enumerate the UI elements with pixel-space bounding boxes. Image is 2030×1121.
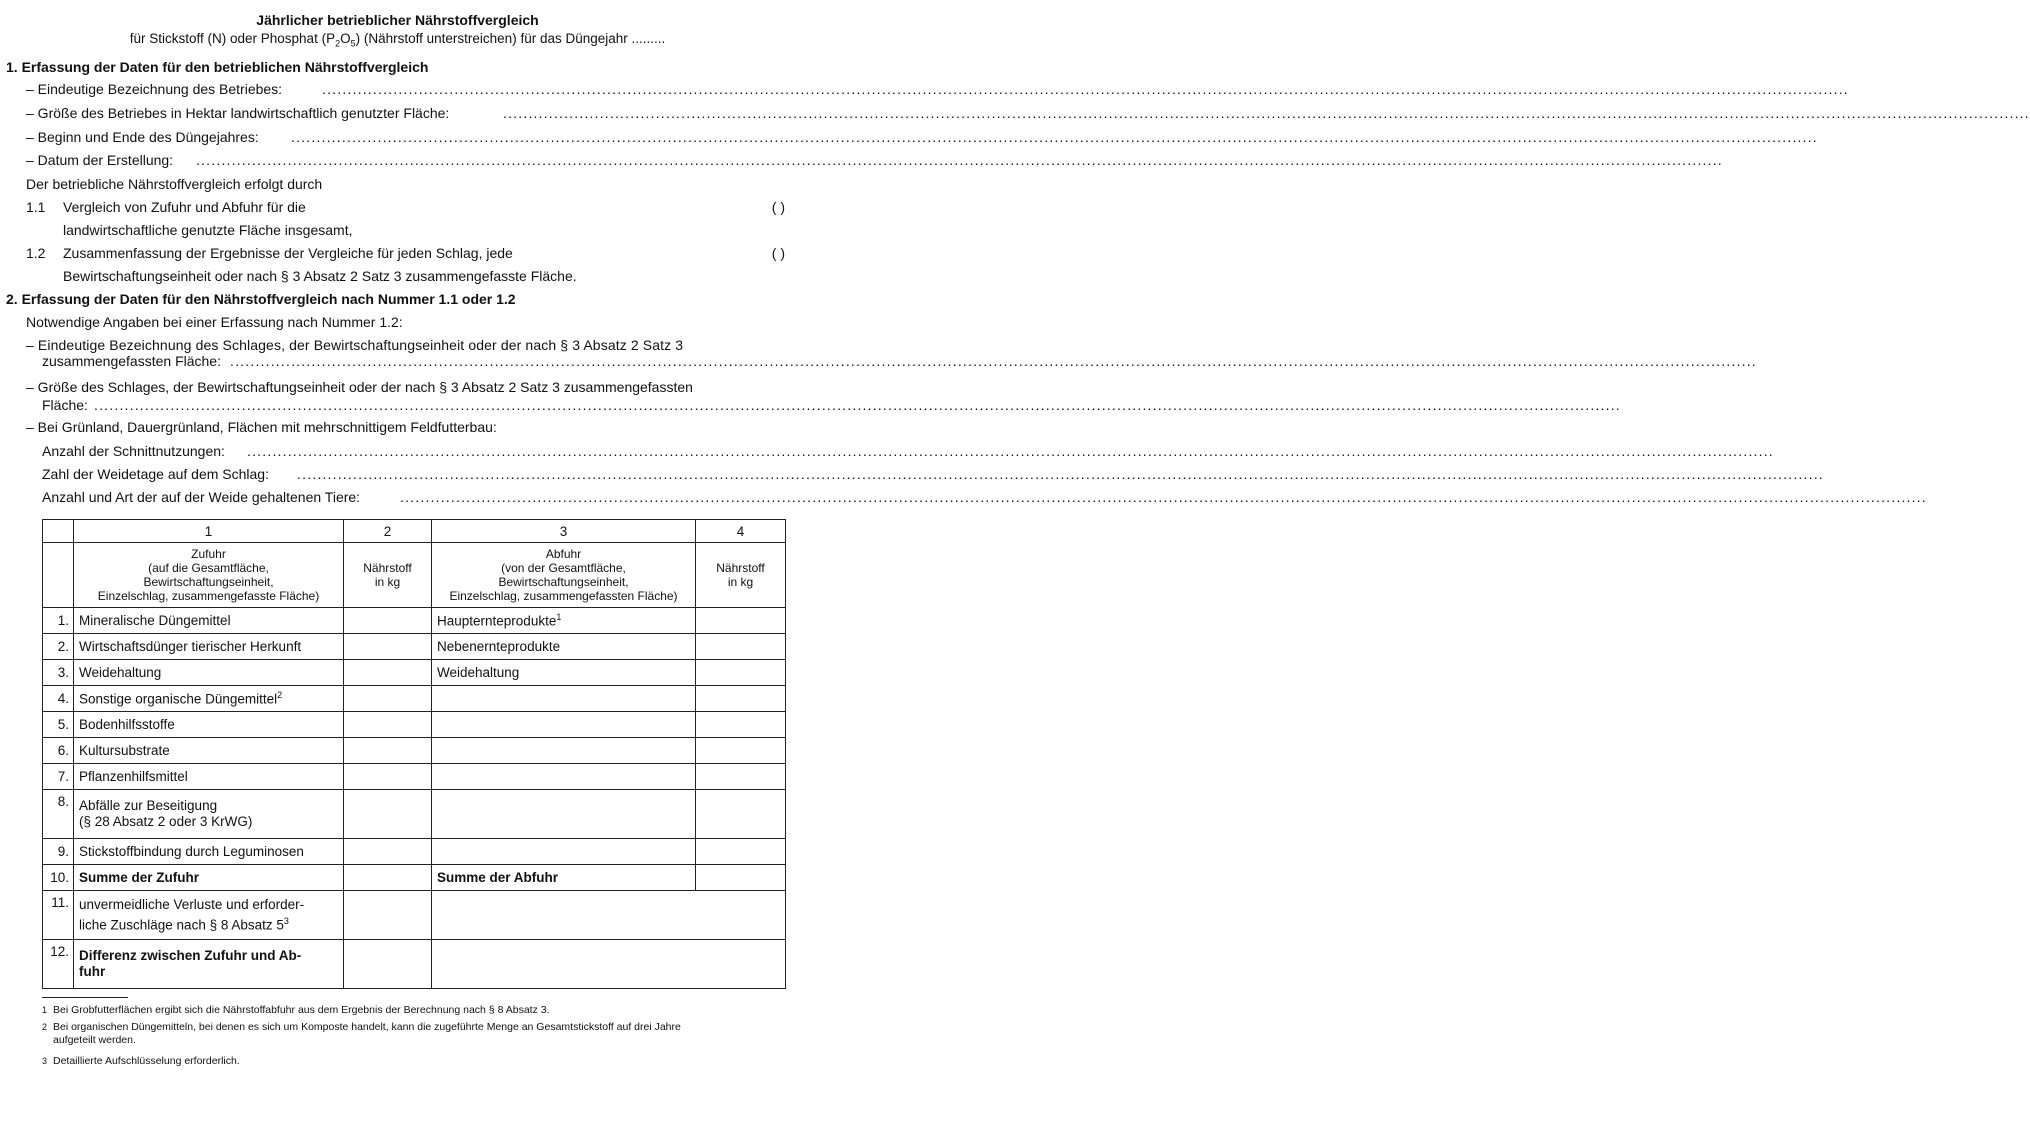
footnote-text: Detaillierte Aufschlüsselung erforderlich. — [53, 1055, 240, 1067]
col-number: 2 — [344, 520, 432, 543]
zufuhr-label: Pflanzenhilfsmittel — [74, 764, 344, 790]
zufuhr-value-cell[interactable] — [344, 686, 432, 712]
row-number: 1. — [43, 608, 74, 634]
header-line: Zufuhr — [191, 547, 226, 561]
zufuhr-value-cell[interactable] — [344, 738, 432, 764]
header-line: Bewirtschaftungseinheit, — [498, 575, 629, 589]
option-1-1-text: Vergleich von Zufuhr und Abfuhr für die — [63, 199, 306, 215]
abfuhr-value-cell[interactable] — [696, 686, 786, 712]
option-1-1-checkbox[interactable]: ( ) — [771, 199, 785, 215]
abfuhr-label[interactable] — [432, 839, 696, 865]
zufuhr-value-cell[interactable] — [344, 839, 432, 865]
zufuhr-label: Wirtschaftsdünger tierischer Herkunft — [74, 634, 344, 660]
option-1-2-checkbox[interactable]: ( ) — [771, 245, 785, 261]
zufuhr-text: Abfälle zur Beseitigung — [79, 798, 218, 813]
row-number: 8. — [43, 790, 74, 839]
field-label-schlag: – Eindeutige Bezeichnung des Schlages, der Bewirtschaftungseinheit oder der nach § 3 Absatz 2 Satz 3 — [26, 337, 684, 353]
table-row — [43, 712, 786, 738]
table-row — [43, 865, 786, 891]
row-number: 9. — [43, 839, 74, 865]
zufuhr-label — [74, 790, 344, 839]
footnote-text: Bei Grobfutterflächen ergibt sich die Nährstoffabfuhr aus dem Ergebnis der Berechnung nach § 8 Absatz 3. — [53, 1004, 550, 1016]
abfuhr-value-cell[interactable] — [696, 764, 786, 790]
subtitle-subscript: 5 — [350, 38, 356, 49]
column-header-row — [43, 543, 786, 608]
option-1-2-text: Zusammenfassung der Ergebnisse der Vergleiche für jeden Schlag, jede — [63, 245, 513, 261]
zufuhr-label: Weidehaltung — [74, 660, 344, 686]
differenz-text: fuhr — [79, 964, 106, 979]
naehrstoff-table — [42, 519, 786, 989]
zufuhr-value-cell[interactable] — [344, 712, 432, 738]
verluste-text: liche Zuschläge nach § 8 Absatz 5 — [79, 917, 284, 933]
col-number: 4 — [696, 520, 786, 543]
header-naehrstoff-2 — [696, 543, 786, 608]
zufuhr-label: Kultursubstrate — [74, 738, 344, 764]
fill-line-schlag[interactable]: ............................................................................................................................................................................................................................................................................................................ — [230, 353, 1757, 369]
abfuhr-label[interactable] — [432, 764, 696, 790]
field-label-schnittnutzungen: Anzahl der Schnittnutzungen: — [42, 443, 225, 459]
header-line: Abfuhr — [545, 547, 582, 561]
option-1-1-number: 1.1 — [26, 199, 46, 215]
zufuhr-label — [74, 608, 344, 634]
summe-zufuhr-value-cell[interactable] — [344, 865, 432, 891]
table-row — [43, 608, 786, 634]
header-line: Nährstoff — [716, 561, 765, 575]
abfuhr-value-cell[interactable] — [696, 608, 786, 634]
verluste-label — [74, 891, 344, 940]
subtitle-part: für Stickstoff (N) oder Phosphat (P — [129, 31, 336, 46]
table-row — [43, 738, 786, 764]
zufuhr-value-cell[interactable] — [344, 634, 432, 660]
abfuhr-value-cell[interactable] — [696, 712, 786, 738]
row-number: 3. — [43, 660, 74, 686]
table-row — [43, 634, 786, 660]
abfuhr-text: Haupternteprodukte — [437, 613, 557, 629]
header-naehrstoff-1 — [344, 543, 432, 608]
column-number-row — [43, 520, 786, 543]
differenz-text: Differenz zwischen Zufuhr und Ab- — [79, 948, 302, 963]
header-abfuhr — [432, 543, 696, 608]
footnote-line: Bei organischen Düngemitteln, bei denen es sich um Komposte handelt, kann die zugeführte Menge an Gesamtstickstoff auf drei Jahre — [53, 1021, 681, 1033]
field-label-schlaggroesse-cont: Fläche: — [42, 397, 88, 413]
col-number: 3 — [432, 520, 696, 543]
abfuhr-value-cell[interactable] — [696, 660, 786, 686]
table-row — [43, 686, 786, 712]
abfuhr-label[interactable] — [432, 712, 696, 738]
row-number: 4. — [43, 686, 74, 712]
fill-line-betrieb[interactable]: ............................................................................................................................................................................................................................................................................................................ — [322, 81, 1849, 97]
empty-cell — [432, 940, 786, 989]
abfuhr-label: Weidehaltung — [432, 660, 696, 686]
abfuhr-label[interactable] — [432, 790, 696, 839]
abfuhr-value-cell[interactable] — [696, 634, 786, 660]
field-label-tiere: Anzahl und Art der auf der Weide gehaltenen Tiere: — [42, 489, 361, 505]
header-line: (von der Gesamtfläche, — [501, 561, 626, 575]
fill-line-tiere[interactable]: ............................................................................................................................................................................................................................................................................................................ — [400, 489, 1927, 505]
footnote-1 — [42, 1004, 785, 1018]
zufuhr-value-cell[interactable] — [344, 608, 432, 634]
header-line: in kg — [374, 575, 401, 589]
abfuhr-label: Nebenernteprodukte — [432, 634, 696, 660]
subtitle-part: O — [340, 31, 351, 46]
table-corner — [43, 520, 74, 543]
header-line: (auf die Gesamtfläche, — [148, 561, 269, 575]
footnote-3 — [42, 1055, 785, 1069]
abfuhr-value-cell[interactable] — [696, 839, 786, 865]
section1-heading: 1. Erfassung der Daten für den betrieblichen Nährstoffvergleich — [6, 59, 429, 75]
subtitle-subscript: 2 — [335, 38, 341, 49]
fill-line-groesse[interactable]: ............................................................................................................................................................................................................................................................................................................ — [503, 105, 2030, 121]
table-row — [43, 891, 786, 940]
zufuhr-value-cell[interactable] — [344, 764, 432, 790]
differenz-value-cell[interactable] — [344, 940, 432, 989]
row-number: 6. — [43, 738, 74, 764]
row-number: 10. — [43, 865, 74, 891]
col-number: 1 — [74, 520, 344, 543]
row-number: 11. — [43, 891, 74, 940]
zufuhr-text: Mineralische Düngemittel — [79, 613, 231, 628]
zufuhr-text: (§ 28 Absatz 2 oder 3 KrWG) — [79, 814, 253, 829]
header-line: in kg — [727, 575, 754, 589]
abfuhr-label[interactable] — [432, 738, 696, 764]
row-number: 2. — [43, 634, 74, 660]
field-label-schlaggroesse: – Größe des Schlages, der Bewirtschaftungseinheit oder der nach § 3 Absatz 2 Satz 3 zusammengefassten — [26, 379, 693, 395]
zufuhr-label: Bodenhilfsstoffe — [74, 712, 344, 738]
summe-zufuhr-label: Summe der Zufuhr — [74, 865, 344, 891]
header-line: Bewirtschaftungseinheit, — [143, 575, 274, 589]
option-1-2-number: 1.2 — [26, 245, 46, 261]
differenz-label — [74, 940, 344, 989]
empty-cell — [432, 891, 786, 940]
abfuhr-value-cell[interactable] — [696, 738, 786, 764]
header-zufuhr — [74, 543, 344, 608]
section1-intro: Der betriebliche Nährstoffvergleich erfolgt durch — [26, 176, 323, 192]
footnote-mark: 2 — [42, 1022, 48, 1032]
summe-abfuhr-value-cell[interactable] — [696, 865, 786, 891]
row-number: 7. — [43, 764, 74, 790]
row-number: 5. — [43, 712, 74, 738]
field-label-groesse: – Größe des Betriebes in Hektar landwirtschaftlich genutzter Fläche: — [26, 105, 450, 121]
fill-line-duengejahr[interactable]: ............................................................................................................................................................................................................................................................................................................ — [291, 129, 1818, 145]
fill-line-datum[interactable]: ............................................................................................................................................................................................................................................................................................................ — [196, 152, 1723, 168]
fill-line-schlaggroesse[interactable]: ............................................................................................................................................................................................................................................................................................................ — [94, 397, 1621, 413]
abfuhr-value-cell[interactable] — [696, 790, 786, 839]
field-label-schlag-cont: zusammengefassten Fläche: — [42, 353, 221, 369]
field-label-weidetage: Zahl der Weidetage auf dem Schlag: — [42, 466, 269, 482]
field-label-betrieb: – Eindeutige Bezeichnung des Betriebes: — [26, 81, 283, 97]
table-row — [43, 764, 786, 790]
header-line: Einzelschlag, zusammengefassten Fläche) — [449, 589, 678, 603]
zufuhr-label: Stickstoffbindung durch Leguminosen — [74, 839, 344, 865]
option-1-1-text-cont: landwirtschaftliche genutzte Fläche insgesamt, — [63, 222, 353, 238]
footnote-mark: 3 — [42, 1056, 48, 1066]
fill-line-schnittnutzungen[interactable]: ............................................................................................................................................................................................................................................................................................................ — [247, 443, 1774, 459]
field-label-datum: – Datum der Erstellung: — [26, 152, 174, 168]
zufuhr-value-cell[interactable] — [344, 660, 432, 686]
header-line: Nährstoff — [363, 561, 412, 575]
footnote-ref: 2 — [277, 690, 283, 701]
abfuhr-label[interactable] — [432, 686, 696, 712]
table-row — [43, 839, 786, 865]
table-row — [43, 790, 786, 839]
header-line: Einzelschlag, zusammengefasste Fläche) — [97, 589, 320, 603]
zufuhr-label — [74, 686, 344, 712]
subtitle-part: ) (Nährstoff unterstreichen) für das Düngejahr ......... — [355, 31, 666, 46]
footnote-text — [53, 1021, 681, 1047]
footnote-ref: 3 — [283, 915, 289, 926]
document-title: Jährlicher betrieblicher Nährstoffvergleich — [256, 12, 539, 28]
field-label-duengejahr: – Beginn und Ende des Düngejahres: — [26, 129, 259, 145]
footnote-ref: 1 — [556, 612, 562, 623]
footnote-2 — [42, 1021, 785, 1049]
fill-line-weidetage[interactable]: ............................................................................................................................................................................................................................................................................................................ — [297, 466, 1824, 482]
document-subtitle — [0, 31, 795, 49]
summe-abfuhr-label: Summe der Abfuhr — [432, 865, 696, 891]
option-1-2-text-cont: Bewirtschaftungseinheit oder nach § 3 Absatz 2 Satz 3 zusammengefasste Fläche. — [63, 268, 577, 284]
field-label-gruenland: – Bei Grünland, Dauergrünland, Flächen mit mehrschnittigem Feldfutterbau: — [26, 419, 497, 435]
section2-heading: 2. Erfassung der Daten für den Nährstoffvergleich nach Nummer 1.1 oder 1.2 — [6, 291, 516, 307]
verluste-value-cell[interactable] — [344, 891, 432, 940]
footnote-mark: 1 — [42, 1005, 48, 1015]
abfuhr-label — [432, 608, 696, 634]
row-number: 12. — [43, 940, 74, 989]
footnote-divider — [42, 997, 128, 998]
section2-intro: Notwendige Angaben bei einer Erfassung nach Nummer 1.2: — [26, 314, 403, 330]
table-row — [43, 660, 786, 686]
verluste-text: unvermeidliche Verluste und erforder- — [79, 896, 305, 912]
table-row — [43, 940, 786, 989]
table-corner — [43, 543, 74, 608]
footnote-line: aufgeteilt werden. — [53, 1034, 136, 1046]
zufuhr-text: Sonstige organische Düngemittel — [79, 691, 278, 707]
zufuhr-value-cell[interactable] — [344, 790, 432, 839]
